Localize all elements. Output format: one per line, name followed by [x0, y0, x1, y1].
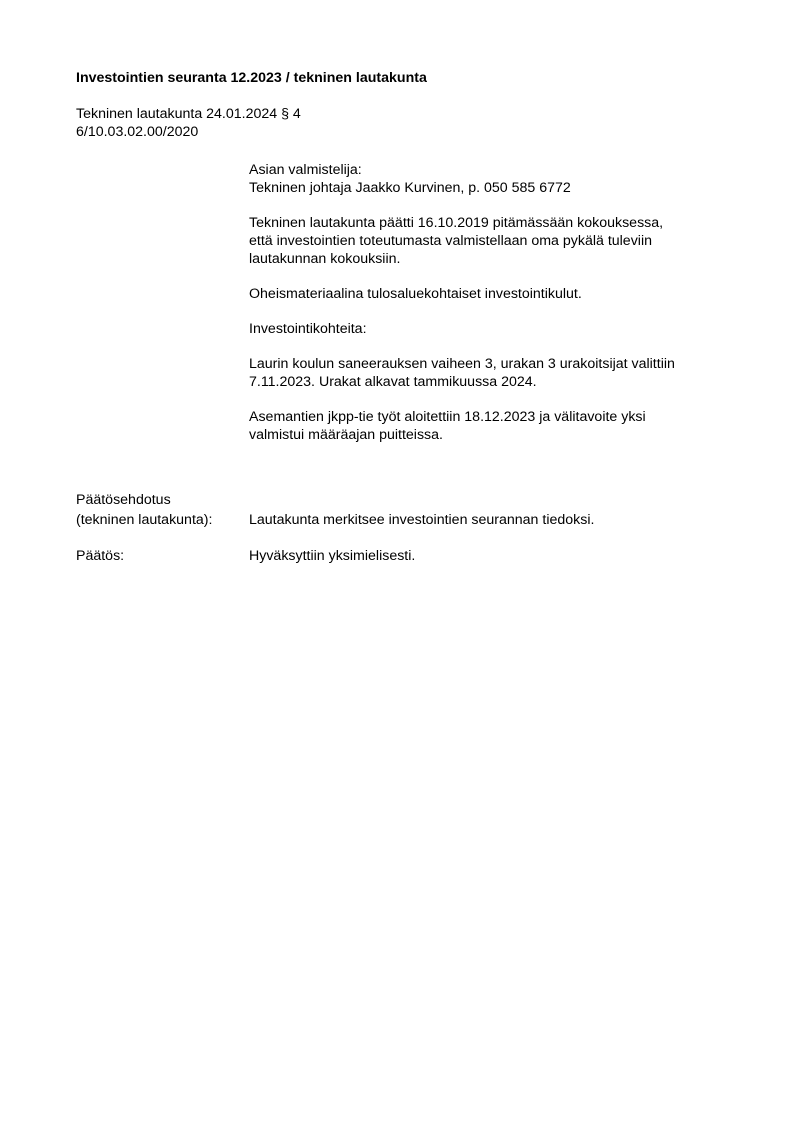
proposal-text: Lautakunta merkitsee investointien seurannan tiedoksi. — [249, 512, 595, 528]
paragraph-line: Investointikohteita: — [249, 321, 367, 337]
body-paragraph-2 — [249, 285, 749, 303]
proposal-label-line2: (tekninen lautakunta): — [76, 512, 213, 528]
body-paragraph-1 — [249, 214, 749, 268]
preparer-label: Asian valmistelija: — [249, 162, 362, 178]
body-paragraph-5 — [249, 408, 749, 444]
proposal-label-line1: Päätösehdotus — [76, 492, 171, 508]
paragraph-line: Laurin koulun saneerauksen vaiheen 3, urakan 3 urakoitsijat valittiin — [249, 356, 675, 372]
paragraph-line: että investointien toteutumasta valmistellaan oma pykälä tuleviin — [249, 233, 652, 249]
content-column — [249, 161, 749, 444]
document-title: Investointien seuranta 12.2023 / tekninen lautakunta — [76, 70, 427, 86]
paragraph-line: 7.11.2023. Urakat alkavat tammikuussa 2024. — [249, 374, 537, 390]
paragraph-line: lautakunnan kokouksiin. — [249, 251, 401, 267]
paragraph-line: valmistui määräajan puitteissa. — [249, 427, 443, 443]
record-number: 6/10.03.02.00/2020 — [76, 124, 199, 140]
body-paragraph-4 — [249, 355, 749, 391]
meeting-line: Tekninen lautakunta 24.01.2024 § 4 — [76, 106, 301, 122]
decision-label: Päätös: — [76, 548, 125, 564]
preparer-person: Tekninen johtaja Jaakko Kurvinen, p. 050 585 6772 — [249, 180, 571, 196]
paragraph-line: Tekninen lautakunta päätti 16.10.2019 pitämässään kokouksessa, — [249, 215, 664, 231]
paragraph-line: Oheismateriaalina tulosaluekohtaiset investointikulut. — [249, 286, 582, 302]
body-paragraph-3 — [249, 320, 749, 338]
decision-text: Hyväksyttiin yksimielisesti. — [249, 548, 416, 564]
paragraph-line: Asemantien jkpp-tie työt aloitettiin 18.12.2023 ja välitavoite yksi — [249, 409, 646, 425]
